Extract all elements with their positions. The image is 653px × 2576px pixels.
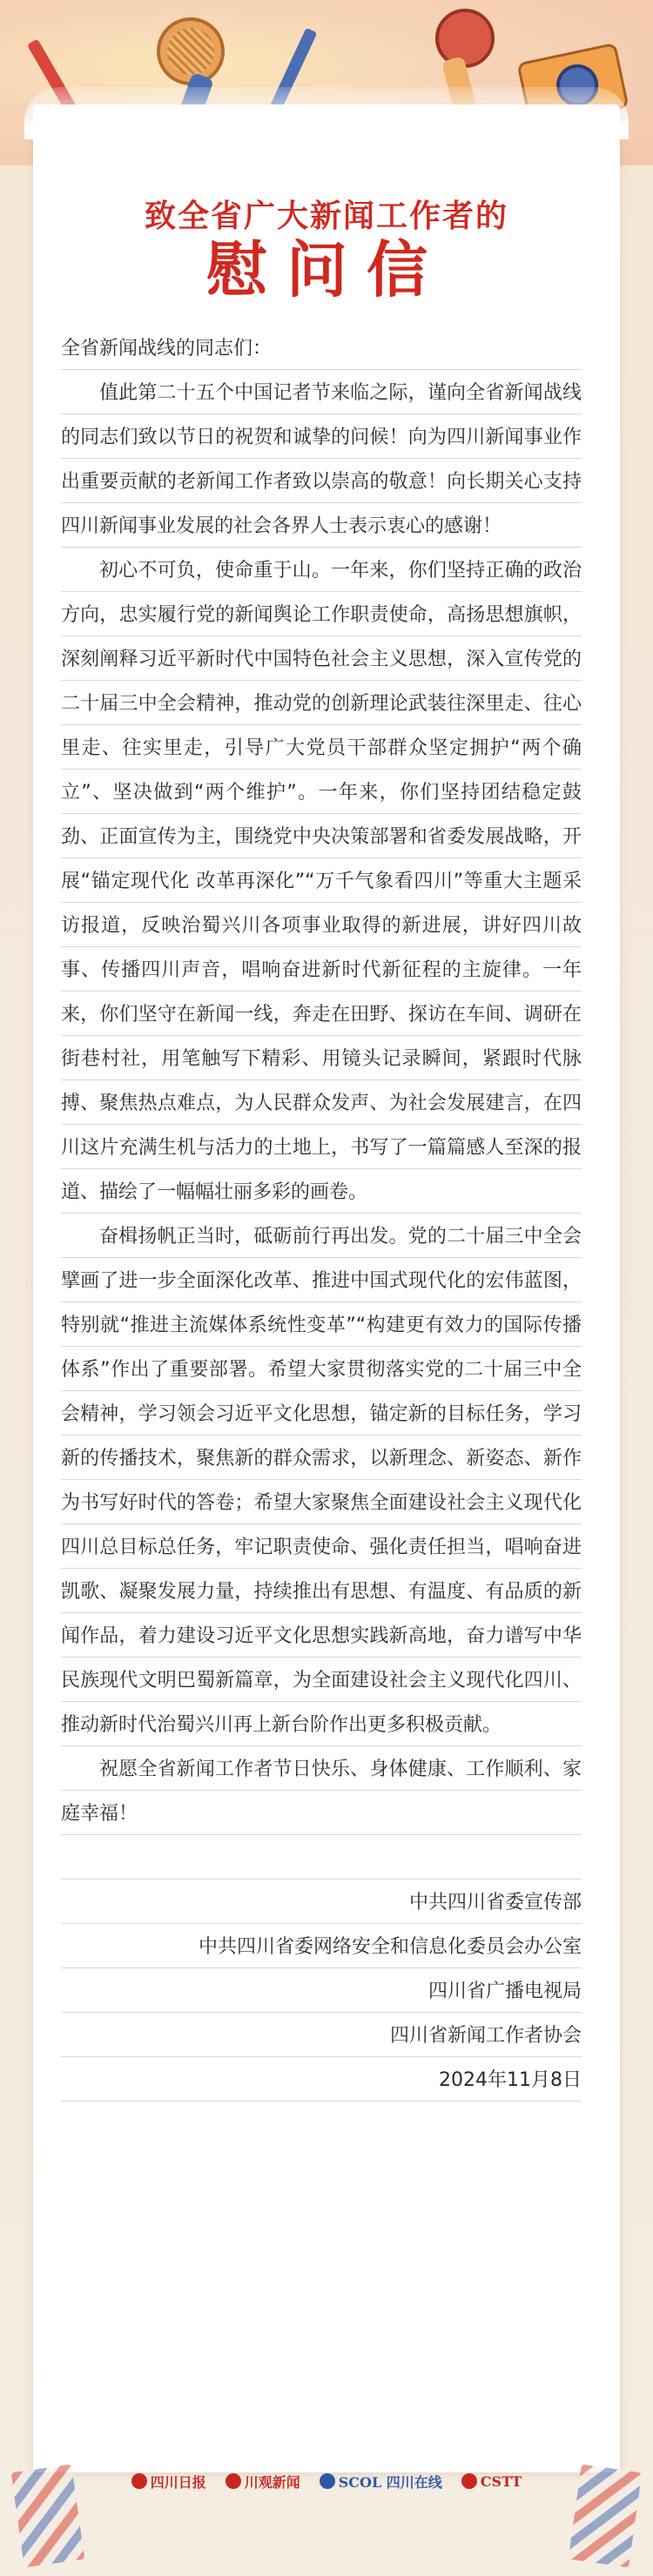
logo-sichuan-daily: 四川日报 (131, 2472, 206, 2492)
signature-line: 四川省广播电视局 (427, 1981, 582, 2002)
logo-cstt: CSTT (461, 2473, 522, 2490)
signature-date: 2024年11月8日 (439, 2069, 582, 2091)
signature-line: 中共四川省委宣传部 (408, 1892, 582, 1914)
signature-block (61, 1880, 582, 2102)
letter-paragraph: 祝愿全省新闻工作者节日快乐、身体健康、工作顺利、家庭幸福！ (61, 1759, 582, 1825)
signature-line: 中共四川省委网络安全和信息化委员会办公室 (198, 1936, 582, 1958)
logo-scol: SCOL 四川在线 (320, 2472, 442, 2492)
letter-body (61, 326, 582, 2102)
letter-title-line2: 慰问信 (206, 233, 447, 306)
footer (0, 2451, 653, 2576)
letter-paper (33, 104, 620, 2472)
logo-bar (0, 2459, 653, 2503)
letter-greeting: 全省新闻战线的同志们： (61, 338, 273, 360)
letter-paragraph: 奋楫扬帆正当时，砥砺前行再出发。党的二十届三中全会擘画了进一步全面深化改革、推进中国式现代化的宏伟蓝图，特别就“推进主流媒体系统性变革”“构建更有效力的国际传播体系”作出了重要部署。希望大家贯彻落实党的二十届三中全会精神，学习领会习近平文化思想，锚定新的目标任务，学习新的传播技术，聚焦新的群众需求，以新理念、新姿态、新作为书写好时代的答卷；希望大家聚焦全面建设社会主义现代化四川总目标总任务，牢记职责使命、强化责任担当，唱响奋进凯歌、凝聚发展力量，持续推出有思想、有温度、有品质的新闻作品，着力建设习近平文化思想实践新高地，奋力谱写中华民族现代文明巴蜀新篇章，为全面建设社会主义现代化四川、推动新时代治蜀兴川再上新台阶作出更多积极贡献。 (61, 1226, 582, 1736)
chuanguan-logo-icon (226, 2473, 241, 2489)
paper-fold (24, 87, 629, 139)
letter-paragraph: 初心不可负，使命重于山。一年来，你们坚持正确的政治方向，忠实履行党的新闻舆论工作职责使命，高扬思想旗帜，深刻阐释习近平新时代中国特色社会主义思想，深入宣传党的二十届三中全会精神，推动党的创新理论武装往深里走、往心里走、往实里走，引导广大党员干部群众坚定拥护“两个确立”、坚决做到“两个维护”。一年来，你们坚持团结稳定鼓劲、正面宣传为主，围绕党中央决策部署和省委发展战略，开展“锚定现代化 改革再深化”“万千气象看四川”等重大主题采访报道，反映治蜀兴川各项事业取得的新进展，讲好四川故事、传播四川声音，唱响奋进新时代新征程的主旋律。一年来，你们坚守在新闻一线，奔走在田野、探访在车间、调研在街巷村社，用笔触写下精彩、用镜头记录瞬间，紧跟时代脉搏、聚焦热点难点，为人民群众发声、为社会发展建言，在四川这片充满生机与活力的土地上，书写了一篇篇感人至深的报道、描绘了一幅幅壮丽多彩的画卷。 (61, 560, 582, 1203)
logo-chuanguan-news: 川观新闻 (226, 2472, 300, 2492)
blank-line (61, 1836, 582, 1880)
sichuan-daily-logo-icon (131, 2473, 147, 2489)
letter-title-line1: 致全省广大新闻工作者的 (144, 198, 508, 234)
letter-paragraph: 值此第二十五个中国记者节来临之际，谨向全省新闻战线的同志们致以节日的祝贺和诚挚的问候！向为四川新闻事业作出重要贡献的老新闻工作者致以崇高的敬意！向长期关心支持四川新闻事业发展的社会各界人士表示衷心的感谢！ (61, 382, 582, 537)
cstt-logo-icon (461, 2473, 477, 2489)
signature-line: 四川省新闻工作者协会 (389, 2025, 582, 2047)
scol-logo-icon (320, 2473, 335, 2489)
